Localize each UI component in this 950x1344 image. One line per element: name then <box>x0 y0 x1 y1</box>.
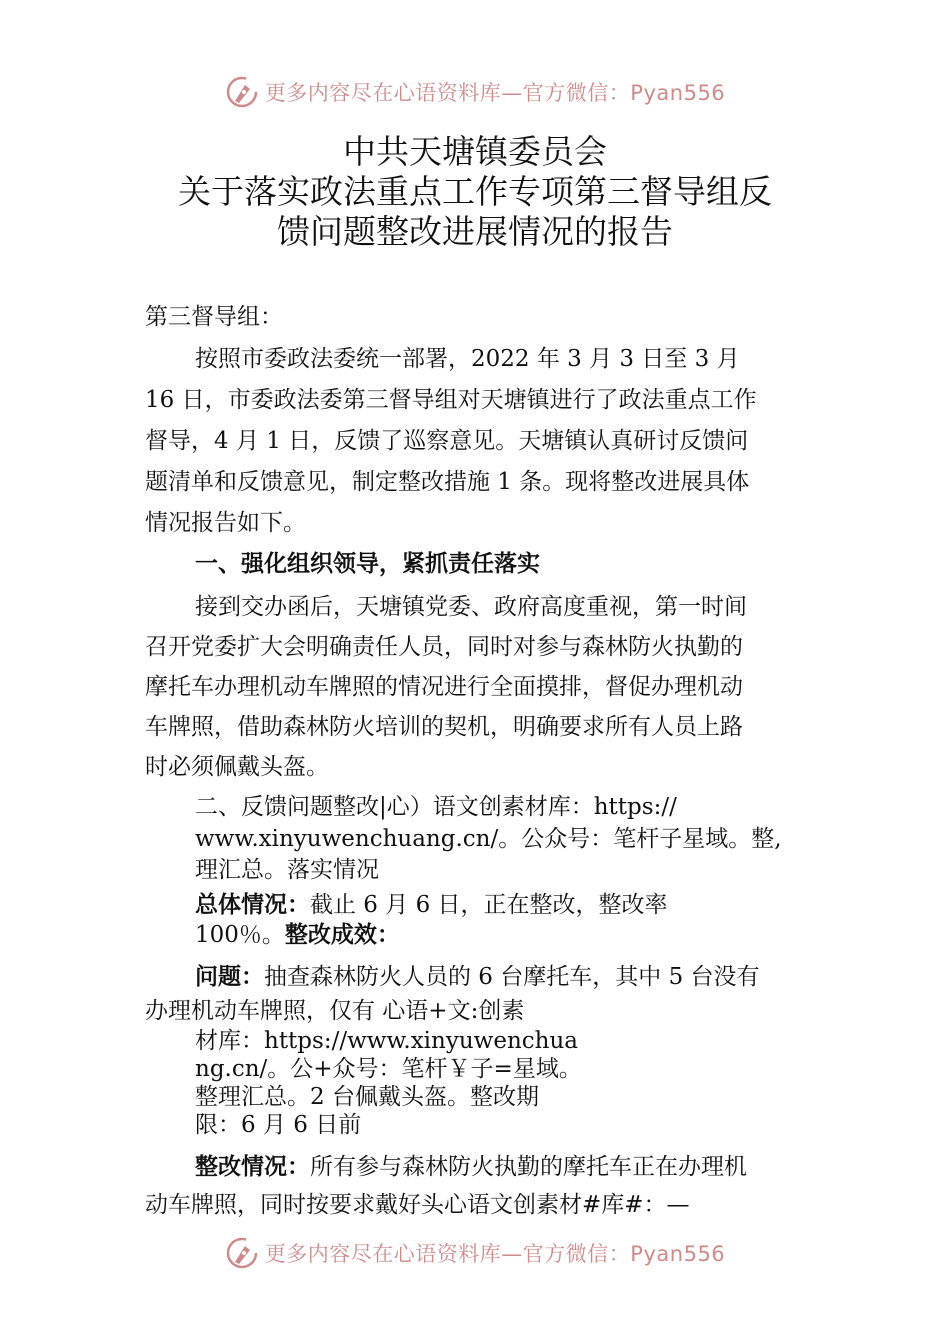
para2-line-4: 车牌照，借助森林防火培训的契机，明确要求所有人员上路 <box>145 714 743 740</box>
overall-text: 截止 6 月 6 日，正在整改，整改率 <box>310 892 668 918</box>
watermark-footer <box>0 1233 950 1273</box>
overall-label: 总体情况： <box>195 892 310 918</box>
section-heading-1: 一、强化组织领导，紧抓责任落实 <box>195 551 540 577</box>
problem-line-3: 材库：https://www.xinyuwenchua <box>195 1028 578 1054</box>
watermark-header <box>0 72 950 112</box>
problem-line-2: 办理机动车牌照，仅有 心语+文:创素 <box>145 998 525 1024</box>
watermark-text: 更多内容尽在心语资料库—官方微信：Pyan556 <box>264 1242 726 1266</box>
section-heading-2-line-2: www.xinyuwenchuang.cn/。公众号：笔杆子星域。整, <box>195 826 782 852</box>
document-title-line-1: 中共天塘镇委员会 <box>343 132 607 171</box>
section-heading-2-line-3: 理汇总。落实情况 <box>195 857 379 883</box>
para1-line-3: 督导，4 月 1 日，反馈了巡察意见。天塘镇认真研讨反馈问 <box>145 428 749 454</box>
para2-line-1: 接到交办函后，天塘镇党委、政府高度重视，第一时间 <box>195 594 747 620</box>
pen-nib-logo-icon <box>225 1236 259 1270</box>
para1-line-5: 情况报告如下。 <box>145 510 306 536</box>
para1-line-1: 按照市委政法委统一部署，2022 年 3 月 3 日至 3 月 <box>195 346 740 372</box>
problem-line-4: ng.cn/。公+众号：笔杆￥子=星域。 <box>195 1056 582 1082</box>
para1-line-2: 16 日，市委政法委第三督导组对天塘镇进行了政法重点工作 <box>145 387 757 413</box>
para2-line-2: 召开党委扩大会明确责任人员，同时对参与森林防火执勤的 <box>145 634 743 660</box>
section-heading-2-line-1: 二、反馈问题整改|心）语文创素材库：https:// <box>195 794 677 820</box>
pen-nib-logo-icon <box>225 75 259 109</box>
result-label: 整改成效： <box>284 922 400 948</box>
rectify-line-2: 动车牌照，同时按要求戴好头心语文创素材#库#：— <box>145 1192 690 1218</box>
problem-text: 抽查森林防火人员的 6 台摩托车，其中 5 台没有 <box>264 964 760 990</box>
document-title-line-2: 关于落实政法重点工作专项第三督导组反 <box>178 172 772 211</box>
para2-line-3: 摩托车办理机动车牌照的情况进行全面摸排，督促办理机动 <box>145 674 743 700</box>
rectify-text: 所有参与森林防火执勤的摩托车正在办理机 <box>310 1154 747 1180</box>
problem-line-6: 限：6 月 6 日前 <box>195 1112 362 1138</box>
para1-line-4: 题清单和反馈意见，制定整改措施 1 条。现将整改进展具体 <box>145 469 750 495</box>
para2-line-5: 时必须佩戴头盔。 <box>145 754 329 780</box>
rectify-line-1 <box>195 1152 747 1182</box>
problem-line-5: 整理汇总。2 台佩戴头盔。整改期 <box>195 1084 539 1110</box>
overall-rate: 100％。 <box>195 922 285 948</box>
rectify-label: 整改情况： <box>195 1154 310 1180</box>
problem-label: 问题： <box>195 964 264 990</box>
document-title-line-3: 馈问题整改进展情况的报告 <box>277 212 673 251</box>
salutation: 第三督导组： <box>145 304 283 330</box>
overall-line-2 <box>195 920 400 950</box>
watermark-text: 更多内容尽在心语资料库—官方微信：Pyan556 <box>264 81 726 105</box>
problem-line-1 <box>195 962 760 992</box>
overall-line-1 <box>195 890 668 920</box>
